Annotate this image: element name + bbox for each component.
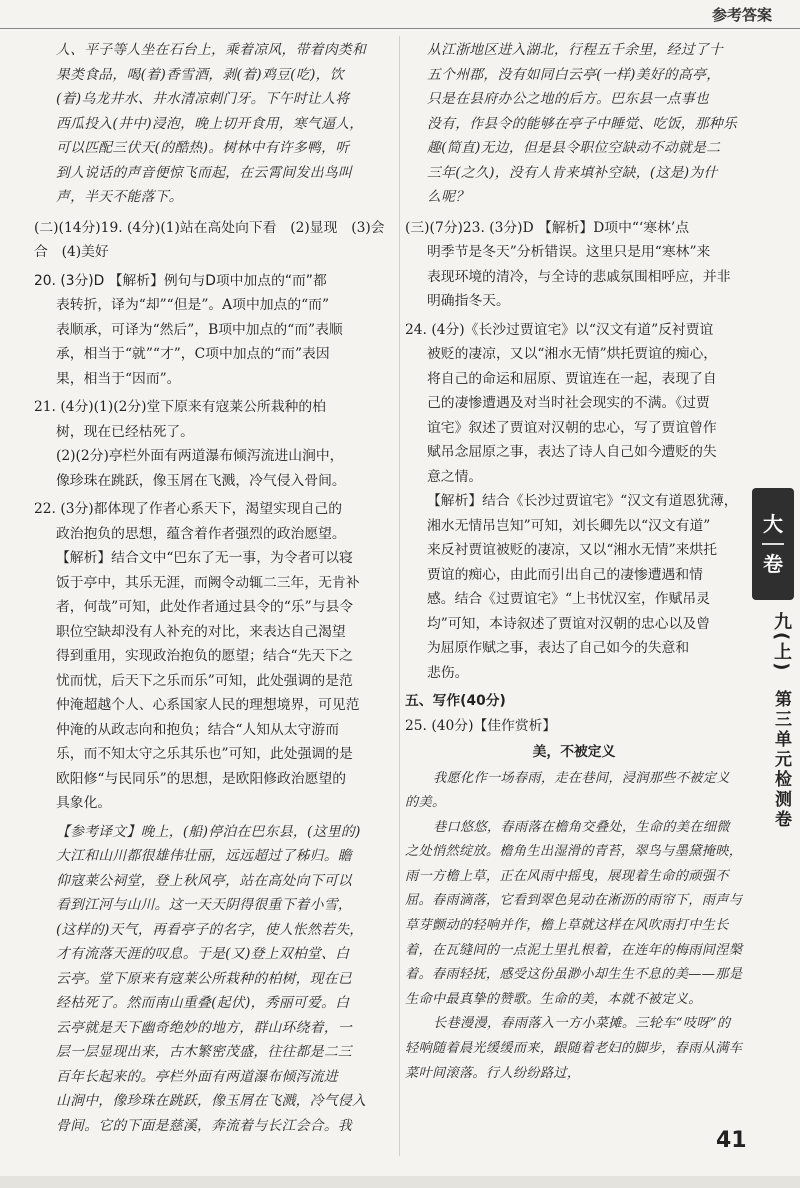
header-title: 参考答案 [711,6,772,24]
text-line: (三)(7分)23. (3分)D 【解析】D项中“‘寒林’点 [405,219,690,236]
text-line: 谊宅》叙述了贾谊对汉朝的忠心，写了贾谊曾作 [427,419,717,436]
text-line: 将自己的命运和屈原、贾谊连在一起，表现了自 [427,370,717,387]
text-line: 被贬的凄凉，又以“湘水无情”烘托贾谊的痴心， [427,346,718,362]
text-line: 感。结合《过贾谊宅》“上书忧汉室，作赋吊灵 [427,591,710,607]
essay-paragraph: 巷口悠悠，春雨落在檐角交叠处，生命的美在细微之处悄然绽放。檐角生出湿滑的青苔，翠鸟与墨黛掩映，雨一方檐上草，正在风雨中摇曳，展现着生命的顽强不屈。春雨滴落，它看到翠色晃动在淅沥的雨帘下，雨声与草芽颤动的轻响并作，檐上草就这样在风吹雨打中生长着，在瓦缝间的一点泥土里扎根着，在连年的梅雨间涅槃着。春雨轻抚，感受这份虽渺小却生生不息的美——那是生命中最真挚的赞歌。生命的美，本就不被定义。 [405,819,743,1007]
essay-title: 美，不被定义 [532,744,616,760]
text-line: 明季节是冬天”分析错误。这里只是用“寒林”来 [427,244,711,260]
text-line: 意之情。 [427,468,483,485]
text-line: 从江浙地区进入湖北，行程五千余里，经过了十 [427,42,724,58]
text-line: 五个州郡，没有如同白云亭(一样)美好的高亭， [427,66,721,83]
text-line: 么呢？ [427,189,470,205]
column-divider [399,36,400,1156]
bottom-edge [0,1176,800,1188]
text-line: 饭于亭中，其乐无涯，而阙令动辄二三年，无肯补 [56,574,360,591]
side-tab-top: 大 [763,512,783,536]
text-line: 赋吊念屈原之事，表达了诗人自己如今遭贬的失 [427,444,717,460]
text-line: 20. (3分)D 【解析】例句与D项中加点的“而”都 [34,272,327,289]
text-line: 只是在县府办公之地的后方。巴东县一点事也 [427,91,709,107]
text-line: (着)乌龙井水、井水清凉刺门牙。下午时让人将 [56,91,350,107]
text-line: 骨间。它的下面是慈溪，奔流着与长江会合。我 [56,1117,353,1134]
page-number: 41 [716,1128,747,1153]
answer-q21 [34,395,396,493]
text-line: 像珍珠在跳跃，像玉屑在飞溅，冷气侵入骨间。 [56,472,346,489]
text-line: 忧而忧，后天下之乐而乐”可知，此处强调的是范 [56,672,353,689]
text-line: 欧阳修“与民同乐”的思想，是欧阳修政治愿望的 [56,770,347,787]
intro-block [34,38,396,210]
text-line: 职位空缺却没有人补充的对比，来表达自己渴望 [56,623,346,640]
answer-q25: 25. (40分)【佳作赏析】 [405,717,557,734]
text-line: 为屈原作赋之事，表达了自己如今的失意和 [427,640,690,656]
text-line: 湘水无情吊岂知”可知，刘长卿先以“汉文有道” [427,517,711,534]
text-line: 才有流落天涯的叹息。于是(又)登上双柏堂、白 [56,946,350,962]
side-tab [752,488,794,600]
text-line: 乐，而不知太守之乐其乐也”可知，此处强调的是 [56,746,353,762]
essay-paragraph: 长巷漫漫，春雨落入一方小菜摊。三轮车“吱呀”的轻响随着晨光缓缓而来，跟随着老妇的脚步，春雨从满车菜叶间滚落。行人纷纷路过， [405,1016,743,1081]
text-line: 22. (3分)都体现了作者心系天下，渴望实现自己的 [34,501,343,517]
text-line: 21. (4分)(1)(2分)堂下原来有寇莱公所栽种的柏 [34,399,326,415]
side-grade: 九(上) [771,612,792,673]
text-line: 到人说话的声音便惊飞而起，在云霄间发出鸟叫 [56,164,353,181]
text-line: 山涧中，像珍珠在跳跃，像玉屑在飞溅，冷气侵入 [56,1093,367,1109]
text-line: (2)(2分)亭栏外面有两道瀑布倾泻流进山涧中， [56,448,344,464]
text-line: 果类食品，喝(着)香雪酒，剥(着)鸡豆(吃)，饮 [56,66,344,83]
answer-q19: (二)(14分)19. (4分)(1)站在高处向下看 (2)显现 (3)会合 (4)美好 [34,219,385,260]
right-column [405,38,743,1086]
text-line: 趣(简直)无边，但是县令职位空缺动不动就是二 [427,140,721,156]
text-line: 大江和山川都很雄伟壮丽，远远超过了秭归。瞻 [56,848,353,864]
side-tab-divider [762,543,784,545]
text-line: 西瓜投入(井中)浸泡，晚上切开食用，寒气逼人， [56,115,364,132]
text-line: 三年(之久)，没有人肯来填补空缺，(这是)为什 [427,164,718,181]
translation-continued [405,38,743,210]
text-line: 云亭。堂下原来有寇莱公所栽种的柏树，现在已 [56,970,353,987]
text-line: 仲淹的从政志向和抱负；结合“人知从太守游而 [56,721,339,738]
text-line: 人、平子等人坐在石台上，乘着凉风，带着肉类和 [56,42,367,58]
text-line: 层一层显现出来，古木繁密茂盛，往往都是二三 [56,1044,353,1060]
text-line: 云亭就是天下幽奇绝妙的地方，群山环绕着，一 [56,1019,353,1036]
text-line: 得到重用，实现政治抱负的愿望；结合“先天下之 [56,648,353,664]
answer-q23 [405,216,743,314]
text-line: 果，相当于“因而”。 [56,370,181,387]
text-line: 百年长起来的。亭栏外面有两道瀑布倾泻流进 [56,1068,338,1085]
side-unit-title: 第三单元检测卷 [771,690,791,830]
text-line: (这样的)天气，再看亭子的名字，使人怅然若失， [56,921,364,938]
text-line: 【解析】结合《长沙过贾谊宅》“汉文有道恩犹薄， [427,493,738,509]
text-line: 树，现在已经枯死了。 [56,423,194,440]
text-line: 仲淹超越个人、心系国家人民的理想境界，可见范 [56,697,360,713]
text-line: 看到江河与山川。这一天天阴得很重下着小雪， [56,897,353,913]
text-line: 没有，作县令的能够在亭子中睡觉、吃饭，那种乐 [427,115,738,132]
text-line: 具象化。 [56,795,112,811]
text-line: 24. (4分)《长沙过贾谊宅》以“汉文有道”反衬贾谊 [405,321,714,338]
section-writing: 五、写作(40分) [405,693,506,709]
text-line: 表现环境的清冷，与全诗的悲戚氛围相呼应，并非 [427,268,731,285]
text-line: 表转折，译为“却”“但是”。A项中加点的“而” [56,297,330,313]
text-line: 经枯死了。然而南山重叠(起伏)，秀丽可爱。白 [56,995,350,1011]
text-line: 悲伤。 [427,664,469,681]
answer-q24 [405,318,743,686]
text-line: 声，半天不能落下。 [56,189,183,205]
essay-body [405,767,743,1087]
left-column [34,38,396,1138]
side-tab-bottom: 卷 [763,552,783,576]
text-line: 者，何哉”可知，此处作者通过县令的“乐”与县令 [56,599,354,615]
page-header [0,0,800,29]
reference-translation [34,820,396,1139]
text-line: 明确指冬天。 [427,293,510,309]
text-line: 贾谊的痴心，由此而引出自己的凄惨遭遇和情 [427,566,703,583]
text-line: 【参考译文】晚上，(船)停泊在巴东县，(这里的) [56,823,361,840]
text-line: 己的凄惨遭遇及对当时社会现实的不满。《过贾 [427,395,710,411]
text-line: 可以匹配三伏天(的酷热)。树林中有许多鸭，听 [56,140,350,156]
essay-paragraph: 我愿化作一场春雨，走在巷间，浸润那些不被定义的美。 [405,770,730,811]
text-line: 政治抱负的思想，蕴含着作者强烈的政治愿望。 [56,525,346,542]
text-line: 表顺承，可译为“然后”，B项中加点的“而”表顺 [56,321,343,338]
answer-q22 [34,497,396,816]
text-line: 【解析】结合文中“巴东了无一事，为令者可以寝 [56,550,353,566]
answer-q20 [34,269,396,392]
text-line: 承，相当于“就”“才”，C项中加点的“而”表因 [56,346,330,362]
text-line: 仰寇莱公祠堂，登上秋风亭，站在高处向下可以 [56,872,353,889]
text-line: 均”可知，本诗叙述了贾谊对汉朝的忠心以及曾 [427,615,710,632]
text-line: 来反衬贾谊被贬的凄凉，又以“湘水无情”来烘托 [427,542,718,558]
